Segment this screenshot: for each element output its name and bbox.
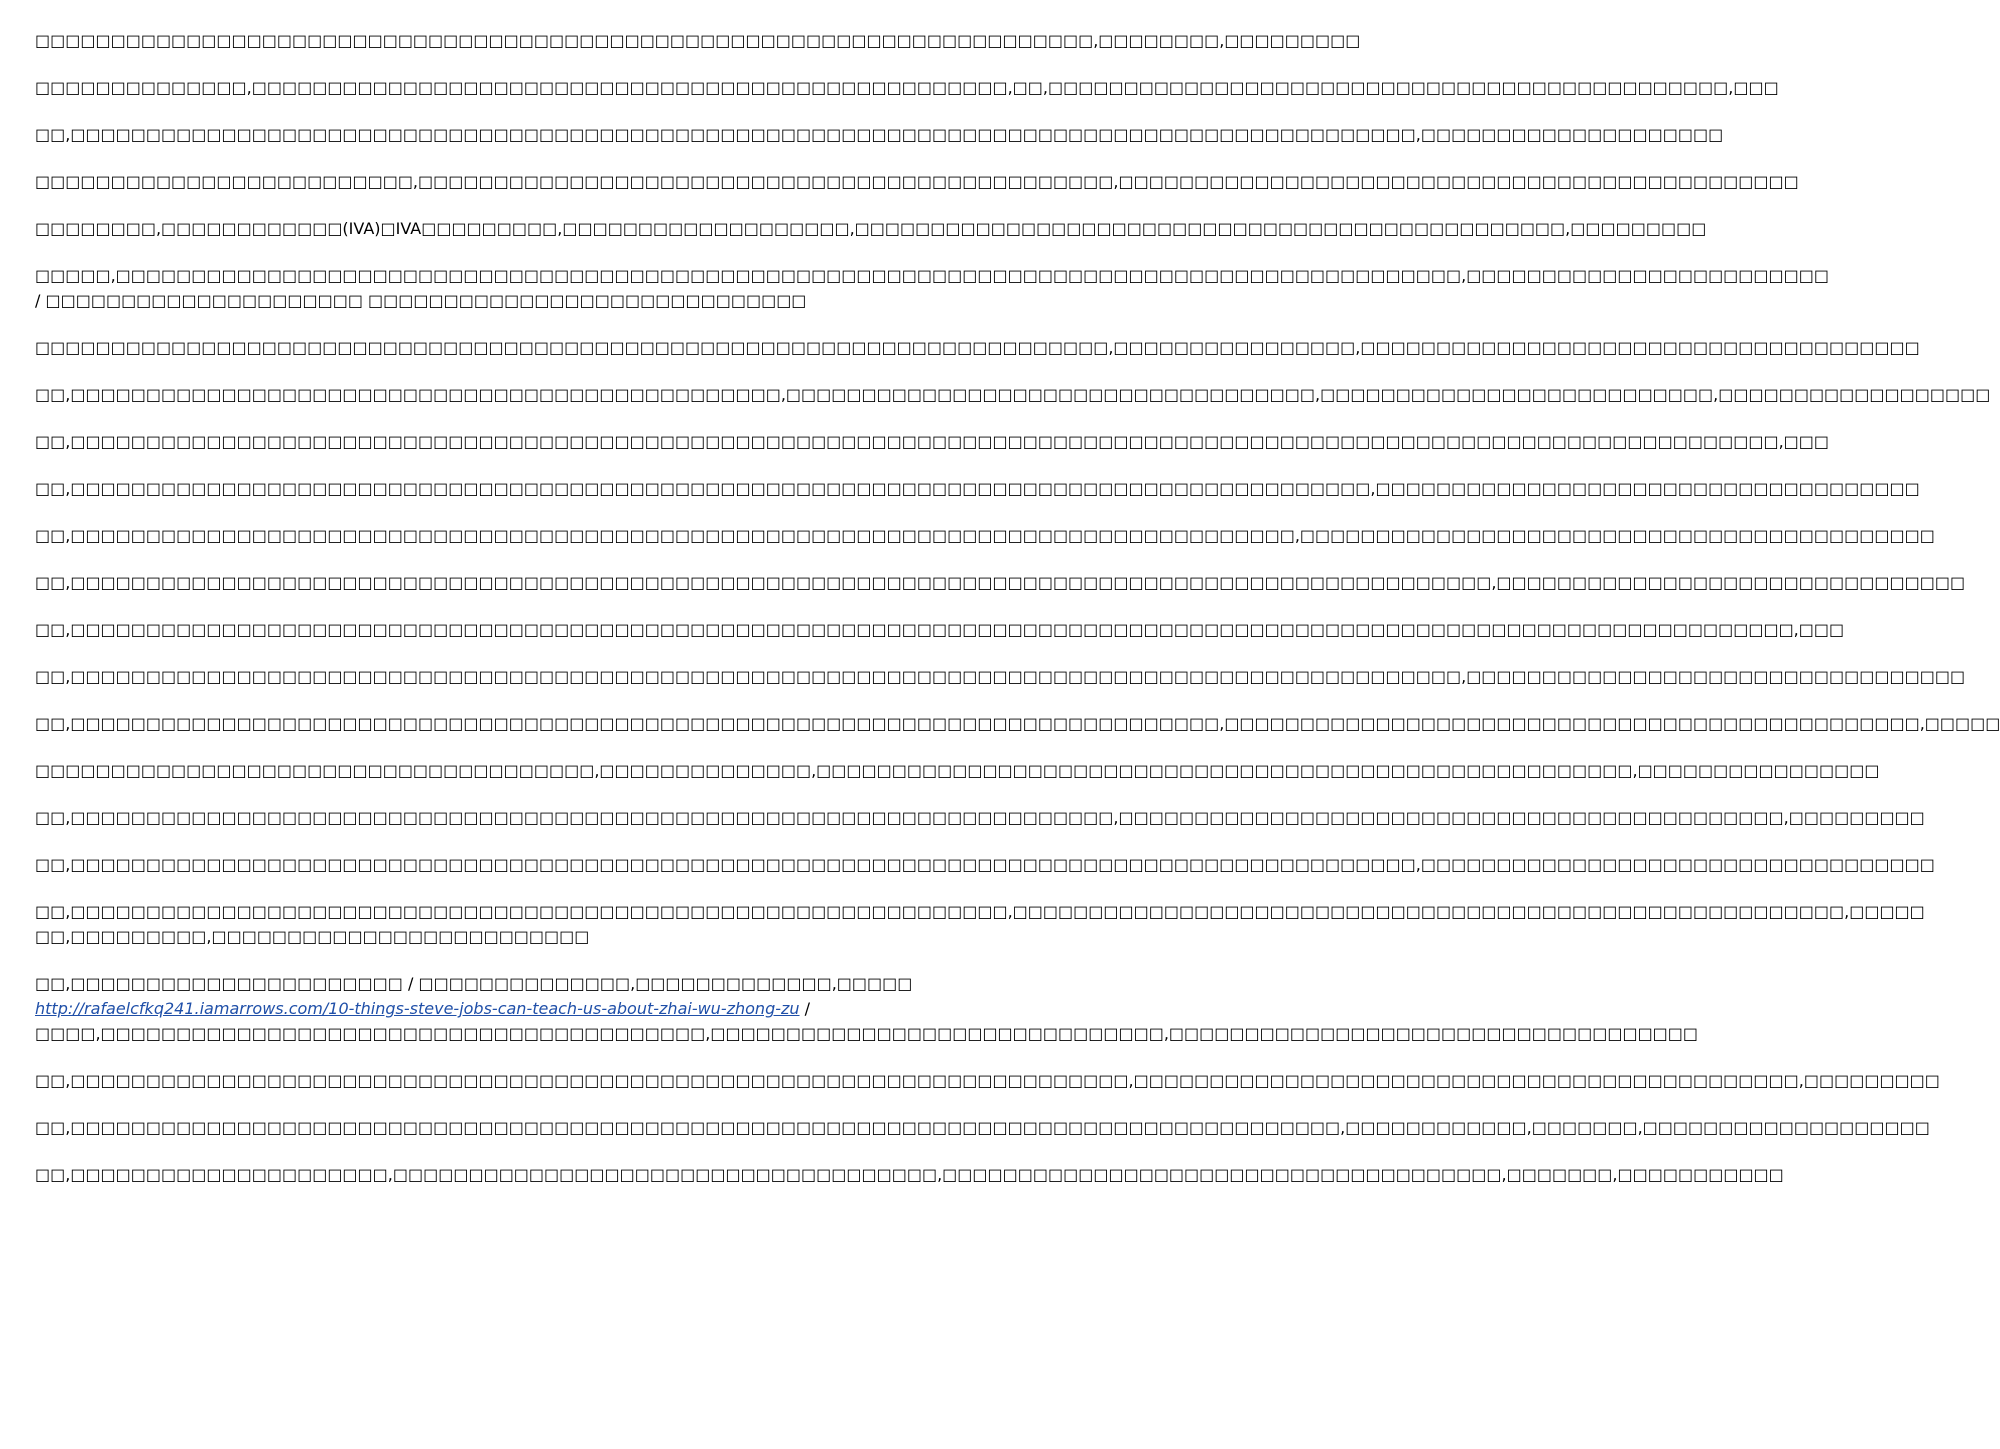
paragraph: □□□□□□□□,□□□□□□□□□□□□(IVA)□IVA□□□□□□□□□,□□□□□□□□□□□□□□□□□□□,□□□□□□□□□□□□□□□□□□□□□□□□□□□□□□□□□□□□□□□□□□□□□□□,□□□□□□□□□ bbox=[35, 219, 1707, 238]
paragraph: □□□□□□□□□□□□□□□□□□□□□□□□□□□□□□□□□□□□□□□□□□□□□□□□□□□□□□□□□□□□□□□□□□□□□□□,□□□□□□□□□□□□□□□□,□□□□□□□□□□□□□□□□□□□□□□□□□□□□□□□□□□□□□ bbox=[35, 338, 1920, 357]
paragraph: □□,□□□□□□□□□□□□□□□□□□□□□□□□□□□□□□□□□□□□□□□□□□□□□□□□□□□□□□□□□□□□□□□□□□□□□,□□□□□□□□□□□□□□□□□□□□□□□□□□□□□□□□□□□□□□□□□□□□,□□□□□□□□□ bbox=[35, 808, 1925, 827]
paragraph: □□,□□□□□□□□□□□□□□□□□□□□□□□□□□□□□□□□□□□□□□□□□□□□□□□□□□□□□□□□□□□□□□□□□□□□□□□□□□□□□□□□□,□□□□□□□□□□□□□□□□□□□□□□□□□□□□□□□□□□□□□□□□□□ bbox=[35, 526, 1935, 545]
paragraph: □□,□□□□□□□□□□□□□□□□□□□□□□□□□□□□□□□□□□□□□□□□□□□□□□□□□□□□□□□□□□□□□□□□□□□□□□□□□□□□□□□□□□□□□□□□□,□□□□□□□□□□□□□□□□□□□□□□□□□□□□□□□□□□ bbox=[35, 855, 1935, 874]
paragraph: □□,□□□□□□□□□□□□□□□□□□□□□□□□□□□□□□□□□□□□□□□□□□□□□□□□□□□□□□□□□□□□□□□□□□□□□□□□□□□□□□□□□□□□□□□□□□□□,□□□□□□□□□□□□□□□□□□□□□□□□□□□□□□□□□ bbox=[35, 667, 1966, 686]
paragraph: □□,□□□□□□□□□□□□□□□□□□□□□□□□□□□□□□□□□□□□□□□□□□□□□□□□□□□□□□□□□□□□□□□□□□□□□□□□□□□□□□□□□□□□□□□□□□□□□□□□□□□□□□□□□□□□□□□□□,□□□ bbox=[35, 432, 1829, 451]
paragraph: □□,□□□□□□□□□□□□□□□□□□□□□□□□□□□□□□□□□□□□□□□□□□□□□□□□□□□□□□□□□□□□□□□□□□□□□□□□□□□□□□□□□□□□□□□□□,□□□□□□□□□□□□□□□□□□□□ bbox=[35, 125, 1724, 144]
paragraph: □□,□□□□□□□□□□□□□□□□□□□□□□□□□□□□□□□□□□□□□□□□□□□□□□□,□□□□□□□□□□□□□□□□□□□□□□□□□□□□□□□□□□□,□□□□□□□□□□□□□□□□□□□□□□□□□□,□□□□□□□□□□□□□□□□□□ bbox=[35, 385, 1991, 404]
paragraph-line: / □□□□□□□□□□□□□□□□□□□□□ □□□□□□□□□□□□□□□□□□□□□□□□□□□□□ bbox=[35, 291, 807, 310]
paragraph: □□,□□□□□□□□□□□□□□□□□□□□□,□□□□□□□□□□□□□□□□□□□□□□□□□□□□□□□□□□□□,□□□□□□□□□□□□□□□□□□□□□□□□□□□□□□□□□□□□□,□□□□□□□,□□□□□□□□□□□ bbox=[35, 1165, 1784, 1184]
paragraph-line: □□,□□□□□□□□□,□□□□□□□□□□□□□□□□□□□□□□□□□ bbox=[35, 927, 590, 946]
paragraph: □□,□□□□□□□□□□□□□□□□□□□□□□□□□□□□□□□□□□□□□□□□□□□□□□□□□□□□□□□□□□□□□□□□□□□□□□□□□□□□□□□□□□□□□□□□□□□□□□,□□□□□□□□□□□□□□□□□□□□□□□□□□□□□□□ bbox=[35, 573, 1966, 592]
paragraph: □□,□□□□□□□□□□□□□□□□□□□□□□□□□□□□□□□□□□□□□□□□□□□□□□□□□□□□□□□□□□□□□□□□□□□□□□□□□□□□□□□□□□□□□□□□□□□□□□□□□□□□□□□□□□□□□□□□□□,□□□ bbox=[35, 620, 1845, 639]
paragraph-text: / bbox=[799, 999, 811, 1018]
paragraph-line: □□□□□,□□□□□□□□□□□□□□□□□□□□□□□□□□□□□□□□□□□□□□□□□□□□□□□□□□□□□□□□□□□□□□□□□□□□□□□□□□□□□□□□□□□□□□□□□,□□□□□□□□□□□□□□□□□□□□□□□□ bbox=[35, 266, 1829, 285]
paragraph: □□,□□□□□□□□□□□□□□□□□□□□□□□□□□□□□□□□□□□□□□□□□□□□□□□□□□□□□□□□□□□□□□□□□□□□□□□□□□□□,□□□□□□□□□□□□□□□□□□□□□□□□□□□□□□□□□□□□□□□□□□□□□□,□□□□□ bbox=[35, 714, 2000, 733]
paragraph-line: □□,□□□□□□□□□□□□□□□□□□□□□□□□□□□□□□□□□□□□□□□□□□□□□□□□□□□□□□□□□□□□□□,□□□□□□□□□□□□□□□□□□□□□□□□□□□□□□□□□□□□□□□□□□□□□□□□□□□□□□□,□□□□□ bbox=[35, 902, 1925, 921]
paragraph: □□,□□□□□□□□□□□□□□□□□□□□□□□□□□□□□□□□□□□□□□□□□□□□□□□□□□□□□□□□□□□□□□□□□□□□□□□□□□□□□□□□□□□□,□□□□□□□□□□□□,□□□□□□□,□□□□□□□□□□□□□□□□□□□ bbox=[35, 1118, 1930, 1137]
paragraph: □□□□□□□□□□□□□□□□□□□□□□□□□,□□□□□□□□□□□□□□□□□□□□□□□□□□□□□□□□□□□□□□□□□□□□□□,□□□□□□□□□□□□□□□□□□□□□□□□□□□□□□□□□□□□□□□□□□□□□ bbox=[35, 172, 1799, 191]
external-link[interactable]: http://rafaelcfkq241.iamarrows.com/10-things-steve-jobs-can-teach-us-about-zhai-wu-zhong-zu bbox=[35, 999, 800, 1018]
paragraph: □□,□□□□□□□□□□□□□□□□□□□□□□□□□□□□□□□□□□□□□□□□□□□□□□□□□□□□□□□□□□□□□□□□□□□□□□,□□□□□□□□□□□□□□□□□□□□□□□□□□□□□□□□□□□□□□□□□□□□,□□□□□□□□□ bbox=[35, 1071, 1940, 1090]
paragraph: □□,□□□□□□□□□□□□□□□□□□□□□□□□□□□□□□□□□□□□□□□□□□□□□□□□□□□□□□□□□□□□□□□□□□□□□□□□□□□□□□□□□□□□□□,□□□□□□□□□□□□□□□□□□□□□□□□□□□□□□□□□□□□ bbox=[35, 479, 1920, 498]
document-page bbox=[35, 28, 2000, 1209]
paragraph-two-line bbox=[35, 899, 1925, 949]
paragraph-with-link bbox=[35, 971, 1699, 1046]
paragraph: □□□□□□□□□□□□□□□□□□□□□□□□□□□□□□□□□□□□□,□□□□□□□□□□□□□□,□□□□□□□□□□□□□□□□□□□□□□□□□□□□□□□□□□□□□□□□□□□□□□□□□□□□□□,□□□□□□□□□□□□□□□□ bbox=[35, 761, 1880, 780]
paragraph-two-line bbox=[35, 263, 1829, 313]
paragraph-line: □□□□,□□□□□□□□□□□□□□□□□□□□□□□□□□□□□□□□□□□□□□□□,□□□□□□□□□□□□□□□□□□□□□□□□□□□□□□,□□□□□□□□□□□□□□□□□□□□□□□□□□□□□□□□□□□ bbox=[35, 1024, 1699, 1043]
paragraph: □□□□□□□□□□□□□□□□□□□□□□□□□□□□□□□□□□□□□□□□□□□□□□□□□□□□□□□□□□□□□□□□□□□□□□,□□□□□□□□,□□□□□□□□□ bbox=[35, 31, 1361, 50]
paragraph: □□□□□□□□□□□□□□,□□□□□□□□□□□□□□□□□□□□□□□□□□□□□□□□□□□□□□□□□□□□□□□□□□,□□,□□□□□□□□□□□□□□□□□□□□□□□□□□□□□□□□□□□□□□□□□□□□□,□□□ bbox=[35, 78, 1779, 97]
paragraph-text: □□,□□□□□□□□□□□□□□□□□□□□□□ / □□□□□□□□□□□□□□,□□□□□□□□□□□□□,□□□□□ bbox=[35, 974, 913, 993]
